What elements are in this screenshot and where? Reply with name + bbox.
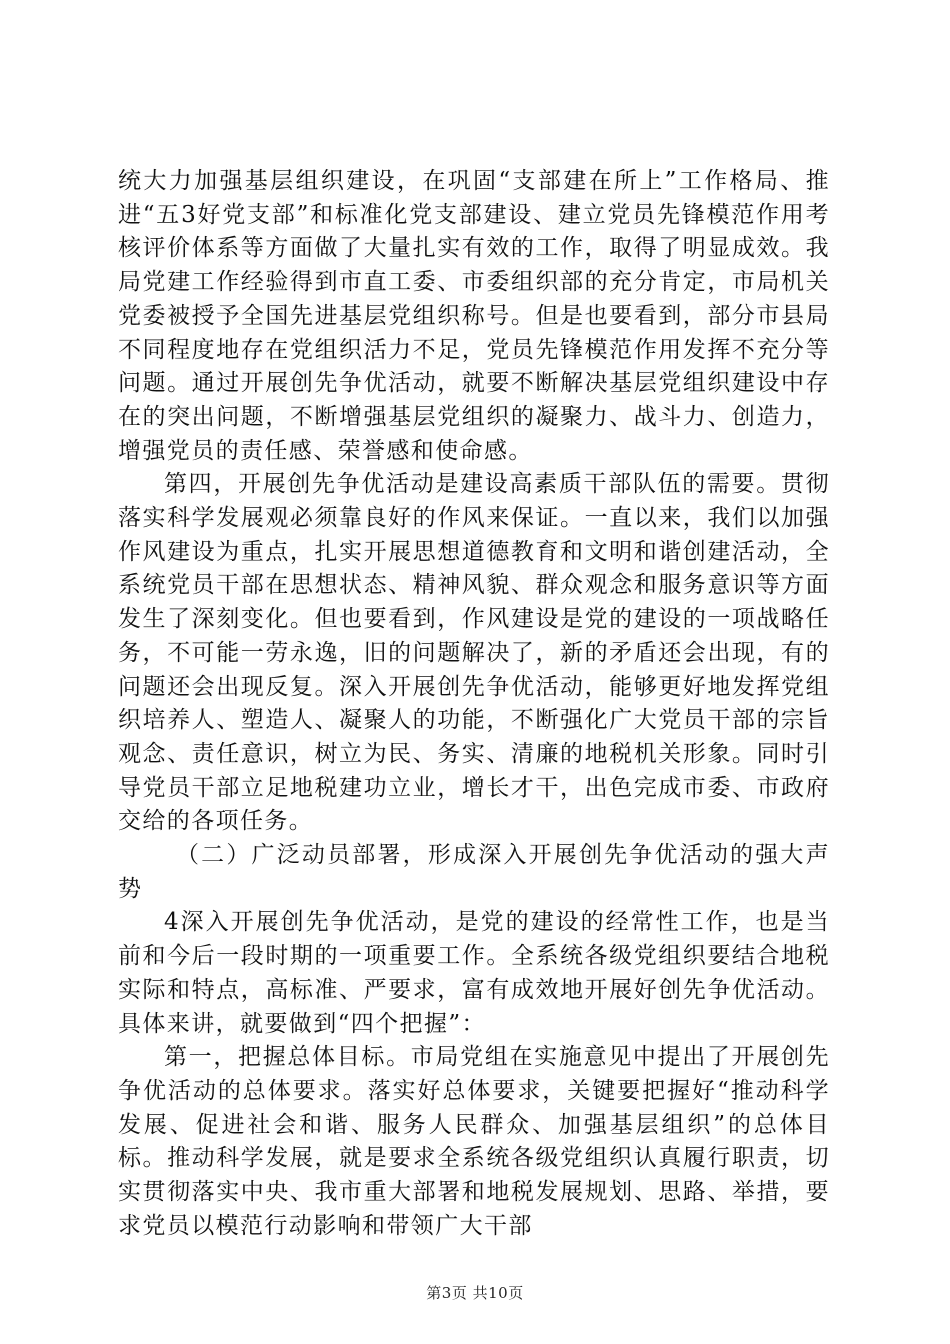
body-paragraph-2: 第四，开展创先争优活动是建设高素质干部队伍的需要。贯彻落实科学发展观必须靠良好的作风来保证。一直以来，我们以加强作风建设为重点，扎实开展思想道德教育和文明和谐创建活动，全系统党员干部在思想状态、精神风貌、群众观念和服务意识等方面发生了深刻变化。但也要看到，作风建设是党的建设的一项战略任务，不可能一劳永逸，旧的问题解决了，新的矛盾还会出现，有的问题还会出现反复。深入开展创先争优活动，能够更好地发挥党组织培养人、塑造人、凝聚人的功能，不断强化广大党员干部的宗旨观念、责任意识，树立为民、务实、清廉的地税机关形象。同时引导党员干部立足地税建功立业，增长才干，出色完成市委、市政府交给的各项任务。 [118,471,830,835]
page-number-footer: 第3页 共10页 [426,1284,524,1302]
body-paragraph-4: 第一，把握总体目标。市局党组在实施意见中提出了开展创先争优活动的总体要求。落实好总体要求，关键要把握好“推动科学发展、促进社会和谐、服务人民群众、加强基层组织”的总体目标。推动科学发展，就是要求全系统各级党组织认真履行职责，切实贯彻落实中央、我市重大部署和地税发展规划、思路、举措，要求党员以模范行动影响和带领广大干部 [118,1044,830,1239]
section-heading: （二）广泛动员部署，形成深入开展创先争优活动的强大声势 [118,842,830,902]
body-paragraph-1: 统大力加强基层组织建设，在巩固“支部建在所上”工作格局、推进“五3好党支部”和标准化党支部建设、建立党员先锋模范作用考核评价体系等方面做了大量扎实有效的工作，取得了明显成效。我局党建工作经验得到市直工委、市委组织部的充分肯定，市局机关党委被授予全国先进基层党组织称号。但是也要看到，部分市县局不同程度地存在党组织活力不足，党员先锋模范作用发挥不充分等问题。通过开展创先争优活动，就要不断解决基层党组织建设中存在的突出问题，不断增强基层党组织的凝聚力、战斗力、创造力，增强党员的责任感、荣誉感和使命感。 [118,168,830,464]
document-body [118,165,830,1244]
body-paragraph-3: 4深入开展创先争优活动，是党的建设的经常性工作，也是当前和今后一段时期的一项重要工作。全系统各级党组织要结合地税实际和特点，高标准、严要求，富有成效地开展好创先争优活动。具体来讲，就要做到“四个把握”： [118,909,830,1037]
